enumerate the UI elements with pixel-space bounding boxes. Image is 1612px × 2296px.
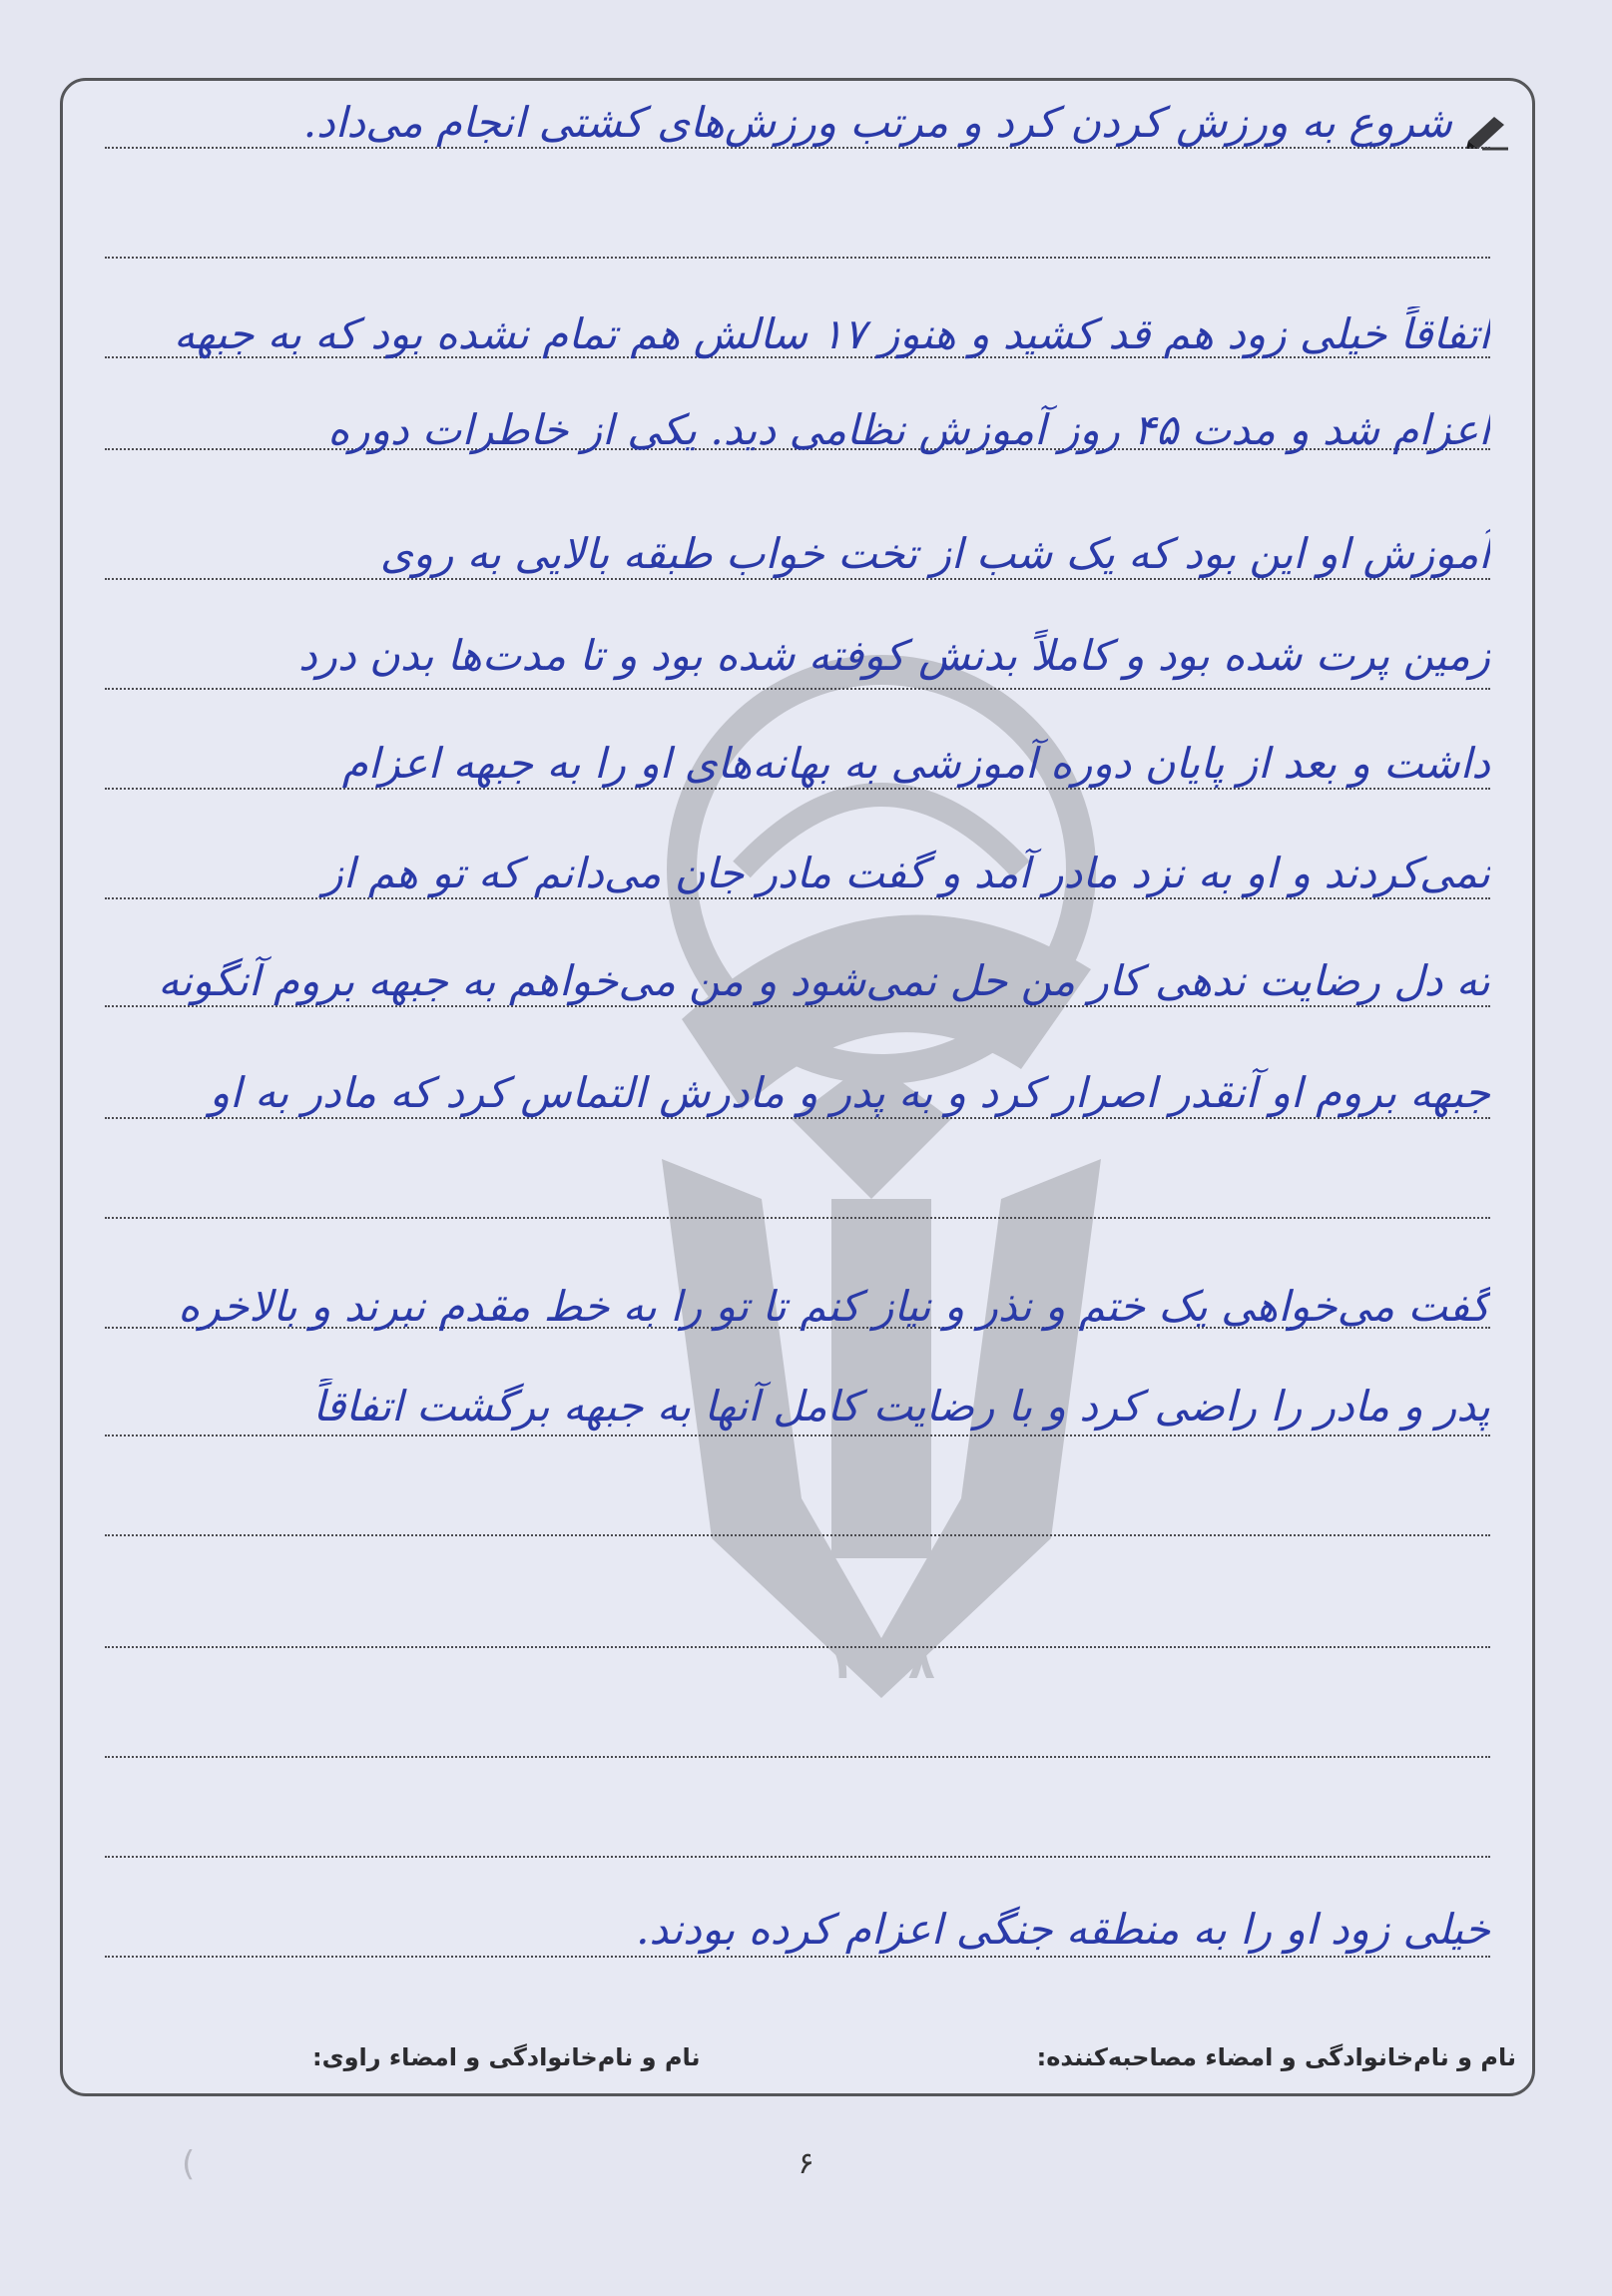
narrator-signature-label: نام و نام‌خانوادگی و امضاء راوی: (312, 2043, 701, 2071)
interviewer-signature-label: نام و نام‌خانوادگی و امضاء مصاحبه‌کننده: (1036, 2043, 1516, 2071)
svg-text:۱۳۵۸: ۱۳۵۸ (827, 1638, 935, 1689)
ruled-line (105, 1217, 1490, 1219)
handwritten-line-2: اتفاقاً خیلی زود هم قد کشید و هنوز ۱۷ سالش هم تمام نشده بود که به جبهه (173, 309, 1490, 358)
corner-mark: ( (182, 2144, 196, 2184)
handwritten-line-1: شروع به ورزش کردن کرد و مرتب ورزش‌های کشتی انجام می‌داد. (302, 98, 1452, 147)
ruled-line (105, 257, 1490, 259)
ruled-line (105, 1646, 1490, 1648)
ruled-line (105, 688, 1490, 690)
pen-writing-icon (1464, 111, 1510, 151)
ruled-line (105, 1435, 1490, 1436)
handwritten-line-3: اعزام شد و مدت ۴۵ روز آموزش نظامی دید. یکی از خاطرات دوره (327, 405, 1490, 454)
page-number: ۶ (798, 2146, 814, 2181)
handwritten-line-11: پدر و مادر را راضی کرد و با رضایت کامل آنها به جبهه برگشت اتفاقاً (312, 1382, 1490, 1431)
handwritten-line-4: آموزش او این بود که یک شب از تخت خواب طبقه بالایی به روی (379, 529, 1490, 578)
ruled-line (105, 1756, 1490, 1758)
handwritten-line-5: زمین پرت شده بود و کاملاً بدنش کوفته شده بود و تا مدت‌ها بدن درد (297, 631, 1490, 680)
handwritten-line-6: داشت و بعد از پایان دوره آموزشی به بهانه‌های او را به جبهه اعزام (341, 739, 1490, 788)
handwritten-line-7: نمی‌کردند و او به نزد مادر آمد و گفت مادر جان می‌دانم که تو هم از (322, 849, 1490, 897)
handwritten-line-8: ته دل رضایت ندهی کار من حل نمی‌شود و من می‌خواهم به جبهه بروم آنگونه (158, 956, 1490, 1005)
handwritten-line-9: جبهه بروم او آنقدر اصرار کرد و به پدر و مادرش التماس کرد که مادر به او (209, 1068, 1490, 1117)
ruled-line (105, 1856, 1490, 1858)
signature-footer (63, 2011, 1532, 2071)
handwritten-line-12: خیلی زود او را به منطقه جنگی اعزام کرده بودند. (636, 1905, 1490, 1954)
notebook-page-frame (60, 78, 1535, 2096)
watermark-emblem (622, 640, 1141, 1718)
ruled-line (105, 1534, 1490, 1536)
handwritten-line-10: گفت می‌خواهی یک ختم و نذر و نیاز کنم تا تو را به خط مقدم نبرند و بالاخره (178, 1282, 1490, 1331)
